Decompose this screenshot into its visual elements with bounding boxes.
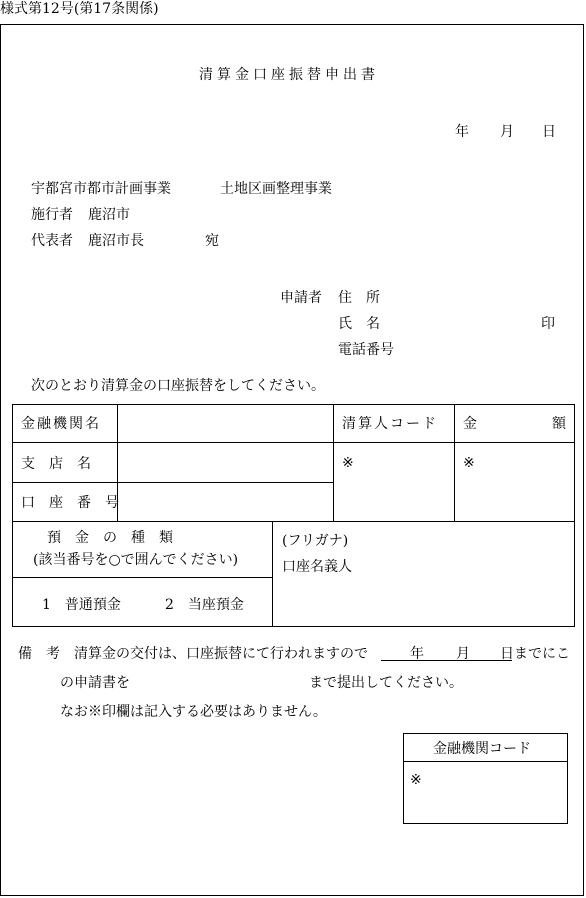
amount-mark: ※ (463, 455, 475, 471)
branch-name-label: 支 店 名 (21, 456, 91, 472)
seal-mark: 印 (541, 316, 555, 332)
project-line-2: 土地区画整理事業 (220, 181, 332, 197)
address-label: 住 所 (338, 290, 380, 306)
remarks-line1-suffix: までにこ (514, 646, 570, 662)
phone-label: 電話番号 (338, 342, 394, 358)
furigana-label: (フリガナ) (282, 533, 349, 549)
deposit-option-current: 2 当座預金 (165, 597, 244, 613)
code-label: 清算人コード (342, 416, 438, 432)
row-divider-1 (12, 442, 575, 443)
deposit-type-label: 預 金 の 種 類 (47, 530, 173, 546)
deposit-option-ordinary: 1 普通預金 (42, 597, 121, 613)
remarks-year: 年 (410, 646, 424, 662)
remarks-line1-prefix: 清算金の交付は、口座振替にて行われますので (74, 646, 368, 662)
account-holder-label: 口座名義人 (282, 559, 352, 575)
form-title: 清算金口座振替申出書 (199, 67, 379, 83)
name-label: 氏 名 (338, 316, 380, 332)
intro-text: 次のとおり清算金の口座振替をしてください。 (31, 378, 325, 394)
col-divider-2 (333, 404, 334, 522)
bank-name-label: 金融機関名 (21, 416, 101, 432)
date-year-label: 年 (455, 124, 469, 140)
form-number: 様式第12号(第17条関係) (0, 1, 159, 17)
remarks-line3: なお※印欄は記入する必要はありません。 (60, 704, 327, 720)
date-day-label: 日 (542, 124, 556, 140)
bank-code-label: 金融機関コード (433, 741, 531, 757)
remarks-month: 月 (456, 646, 470, 662)
bank-code-divider (403, 761, 568, 762)
remarks-label: 備 考 (18, 646, 60, 662)
representative-label: 代表者 (31, 233, 73, 249)
remarks-line2-prefix: の申請書を (60, 675, 130, 691)
honorific: 宛 (205, 233, 219, 249)
code-mark: ※ (342, 455, 354, 471)
amount-label-2: 額 (552, 416, 566, 432)
col-divider-3 (454, 404, 455, 522)
remarks-day: 日 (500, 646, 514, 662)
remarks-date-underline (381, 660, 512, 661)
deposit-row-divider (12, 577, 273, 578)
amount-label-1: 金 (463, 416, 477, 432)
project-line-1: 宇都宮市都市計画事業 (31, 181, 171, 197)
date-month-label: 月 (500, 124, 514, 140)
executor-name: 鹿沼市 (88, 207, 130, 223)
bank-code-mark: ※ (410, 772, 422, 788)
executor-label: 施行者 (31, 207, 73, 223)
remarks-line2-suffix: まで提出してください。 (309, 675, 463, 691)
deposit-note: (該当番号を○で囲んでください) (33, 552, 239, 568)
deposit-col-divider (272, 521, 273, 627)
row-divider-2 (12, 482, 334, 483)
account-number-label: 口 座 番 号 (21, 495, 119, 511)
applicant-label: 申請者 (280, 290, 322, 306)
representative-name: 鹿沼市長 (88, 233, 144, 249)
